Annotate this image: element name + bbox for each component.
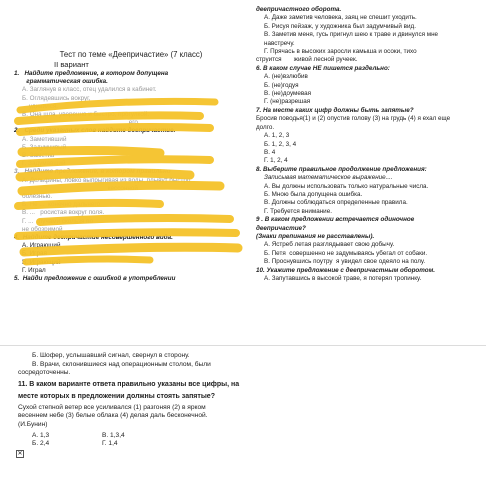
right-line: Бросив поводья(1) и (2) опустив голову (3) на грудь (4) я ехал еще [256,115,451,123]
left-line: 2. Среди указанных слов найдите деепричастие. [14,127,176,135]
answer-row-2 [18,440,338,449]
right-column [256,6,482,283]
left-line: Б. Задумчивый [22,143,67,151]
answer-option-a[interactable]: А. 1,3 [32,431,50,439]
right-line: В. (не)доумевая [264,90,312,98]
left-line: кессонной [22,184,138,192]
left-line: Г. Играл [22,266,46,274]
page-divider [0,345,486,346]
left-line: 4. Найдите деепричастие несовершенного вида. [14,234,173,242]
right-line: навстречу. [264,39,295,47]
right-line: В. Проснувшись поутру я увидел свое одеяло на полу. [264,258,426,266]
question-11-line2: месте которых в предложении должны стоять запятые? [18,392,215,400]
left-column [14,50,242,283]
left-line: А. Заметивший [22,135,67,143]
left-line: удивился. [22,102,58,110]
left-line: А. Дельфины, ловко выпрыгивая из воды, плывут быстро [22,176,191,184]
option-b-line: Б. Шофер, услышавший сигнал, свернул в сторону. [32,352,190,359]
right-line: 8. Выберите правильное продолжение предложения: [256,165,427,173]
variant-label: II вариант [54,60,89,69]
left-line: не обозримой [22,225,63,233]
continuation-block [17,352,338,457]
right-line: 6. В каком случае НЕ пишется раздельно: [256,64,390,72]
right-line: Б. Петя совершенно не задумываясь убегал от собаки. [264,249,428,257]
right-line: 10. Укажите предложение с деепричастным оборотом. [256,266,436,274]
right-line: А. Ястреб летая разглядывает свою добычу. [264,241,395,249]
right-lines [256,6,482,283]
right-line: деепричастного оборота. [256,6,342,13]
right-line: Б. Мною была допущена ошибка. [264,190,363,198]
left-line: В. Она шла, уверенно и быстро, прогулкой. [22,111,150,119]
left-line: Г. ... лучами скользя по [22,217,94,225]
left-line: его. [22,119,140,127]
right-line: Г. Требуется внимание. [264,207,332,215]
left-line: Б. Оглядевшись вокруг, [22,94,91,102]
right-line: 7. На месте каких цифр должны быть запятые? [256,106,414,114]
test-title: Тест по теме «Деепричастие» (7 класс) [59,50,203,59]
left-line: Б. Играя [22,250,47,258]
answer-row-1 [18,432,338,441]
right-line: Г. (не)разрешая [264,98,311,106]
right-line: А. Вы должны использовать только натуральные числа. [264,182,429,190]
left-line: В. Играющий [22,258,61,266]
right-line: Г. 1, 2, 4 [264,157,288,165]
right-line: (Знаки препинания не расставлены). [256,232,375,240]
left-line: 5. Найди предложение с ошибкой в употреблении [14,275,176,283]
right-line: А. Даже заметив человека, заяц не спешит уходить. [264,14,417,22]
right-line: Б. 1, 2, 3, 4 [264,140,297,148]
left-line: болезнью. [22,193,53,201]
quote-line2: весеннем небе (3) белые облака (4) делая даль бесконечной. [18,412,208,420]
right-line: А. (не)взлюбив [264,73,308,81]
right-line: Б. (не)годуя [264,81,299,89]
quote-author: (И.Бунин) [18,420,48,428]
answer-option-v[interactable]: В. 1,3,4 [102,431,125,439]
left-lines [14,70,242,283]
left-line: Б. Не ... конечно дальнего [22,201,101,209]
left-line: А. Играющий [22,242,61,250]
right-line: В. 4 [264,148,276,156]
right-line: Г. Прячась в высоких заросли камыша и осоки, тихо [264,48,417,56]
right-line: Записывая математическое выражение.... [264,174,393,182]
quote-line1: Сухой степной ветер все усиливался (1) разгоняя (2) в ярком [18,403,206,411]
right-line: В. Должны соблюдаться определенные правила. [264,199,408,207]
answer-option-g[interactable]: Г. 1,4 [102,440,118,448]
right-line: Б. Рисуя пейзаж, у художника был задумчивый вид. [264,22,416,30]
right-line: долго. [256,123,275,131]
left-line: В. Заметив [22,152,55,160]
left-line: А. Заглянув в класс, отец удалился в кабинет. [22,86,157,94]
answer-option-b[interactable]: Б. 2,4 [32,440,50,448]
right-line: В. Заметив меня, гусь пригнул шею к траве и двинулся мне [264,31,439,39]
right-line: струится живой лесной ручеек. [256,56,358,64]
option-v-line: В. Врачи, склонившиеся над операционным столом, были [32,360,211,368]
left-line: В. ... росистая вокруг поля. [22,209,105,217]
checkbox-icon[interactable]: ✕ [17,451,23,457]
left-line: 1. Найдите предложение, в котором допущена [14,70,169,77]
left-line: Г. Задумавший [22,160,66,168]
right-line: А. Запутавшись в высокой траве, я потерял тропинку. [264,275,422,282]
question-11-line1: 11. В каком варианте ответа правильно указаны все цифры, на [18,380,240,388]
right-line: 9 . В каком предложении встречается одиночное [256,216,415,224]
right-line: деепричастие? [256,224,306,232]
left-line: 3. Найдите предложение, в котором правильно [14,168,171,176]
right-line: А. 1, 2, 3 [264,132,290,140]
option-v-line-cont: сосредоточенны. [18,369,71,377]
left-line: грамматическая ошибка. [14,78,108,86]
